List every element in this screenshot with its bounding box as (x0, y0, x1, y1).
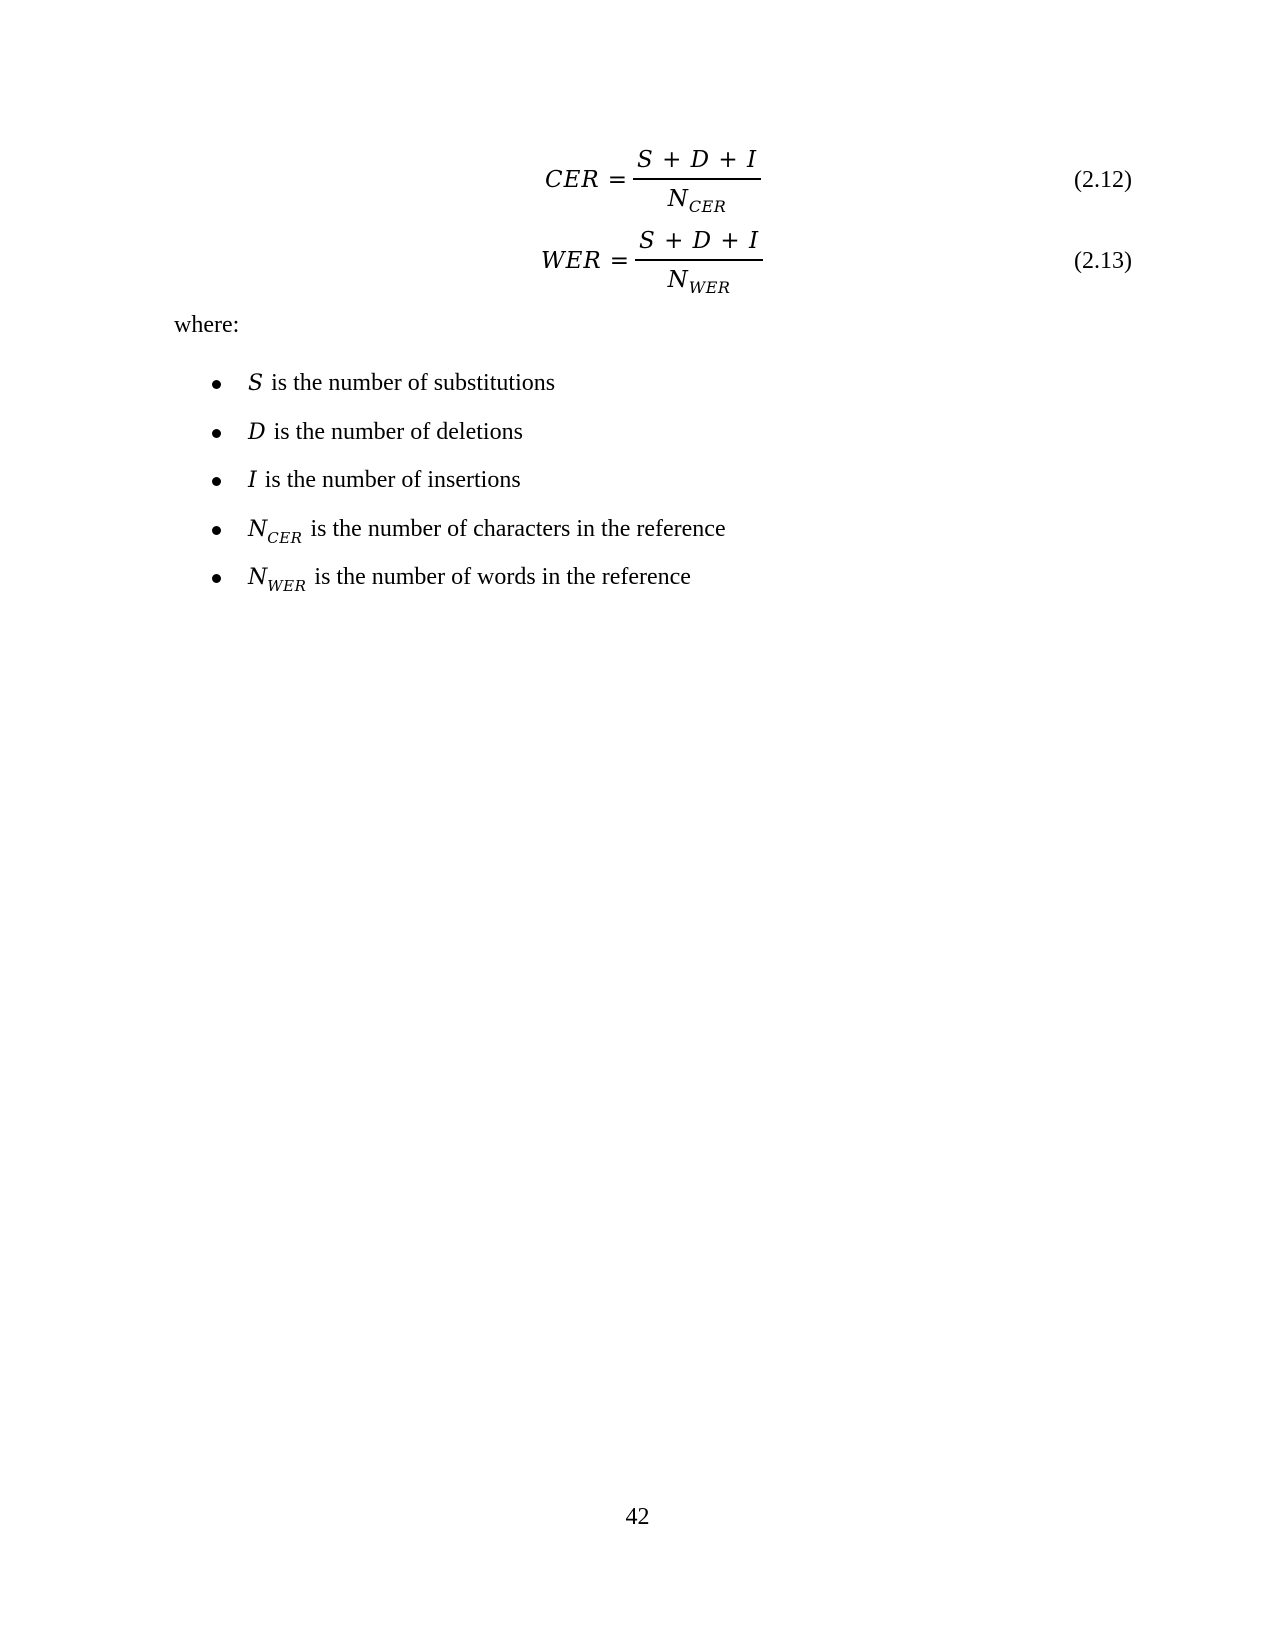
symbol-base: N (248, 565, 268, 590)
list-item (0, 417, 1275, 466)
equation-cer (0, 140, 1275, 220)
definition-symbol (248, 420, 266, 445)
definition-symbol (248, 516, 303, 547)
symbol-base: D (248, 419, 266, 445)
where-label: where: (174, 312, 240, 338)
equation-number: (2.12) (1074, 166, 1132, 193)
definition-text (248, 417, 523, 449)
fraction-denominator (668, 180, 727, 216)
fraction-numerator: S + D + I (639, 227, 760, 254)
equation-body (545, 140, 761, 220)
equation-lhs: WER (541, 248, 602, 274)
definition-text (248, 368, 555, 400)
bullet-icon (212, 429, 221, 438)
bullet-icon (212, 380, 221, 389)
definition-text (248, 514, 726, 546)
definition-text (248, 562, 691, 594)
definition-text (248, 465, 521, 497)
denominator-subscript: WER (688, 277, 731, 297)
definition-description: is the number of substitutions (271, 370, 556, 396)
definition-description: is the number of characters in the reference (310, 515, 726, 542)
symbol-base: S (248, 371, 264, 396)
equals-sign: = (609, 248, 630, 274)
definition-description: is the number of insertions (264, 467, 521, 493)
denominator-subscript: CER (688, 196, 727, 216)
list-item (0, 562, 1275, 611)
denominator-base: N (667, 185, 689, 212)
definition-symbol (248, 371, 263, 396)
fraction (635, 226, 763, 297)
symbol-subscript: WER (267, 577, 307, 595)
fraction (633, 145, 761, 216)
list-item (0, 465, 1275, 514)
equation-body (541, 221, 763, 301)
bullet-icon (212, 574, 221, 583)
list-item (0, 368, 1275, 417)
fraction-numerator: S + D + I (637, 146, 758, 173)
bullet-icon (212, 526, 221, 535)
equation-lhs: CER (545, 167, 600, 193)
symbol-subscript: CER (267, 528, 303, 547)
symbol-base: N (248, 516, 268, 542)
fraction-denominator (668, 261, 731, 297)
list-item (0, 514, 1275, 563)
definition-description: is the number of words in the reference (314, 564, 691, 590)
definition-symbol (248, 565, 307, 595)
bullet-icon (212, 477, 221, 486)
definition-description: is the number of deletions (273, 418, 523, 445)
symbol-base: I (248, 468, 257, 493)
definition-symbol (248, 468, 257, 493)
definition-list (0, 368, 1275, 611)
denominator-base: N (667, 266, 689, 293)
equals-sign: = (607, 167, 627, 193)
equation-wer (0, 221, 1275, 301)
equation-number: (2.13) (1074, 247, 1132, 274)
page-number: 42 (625, 1504, 650, 1530)
